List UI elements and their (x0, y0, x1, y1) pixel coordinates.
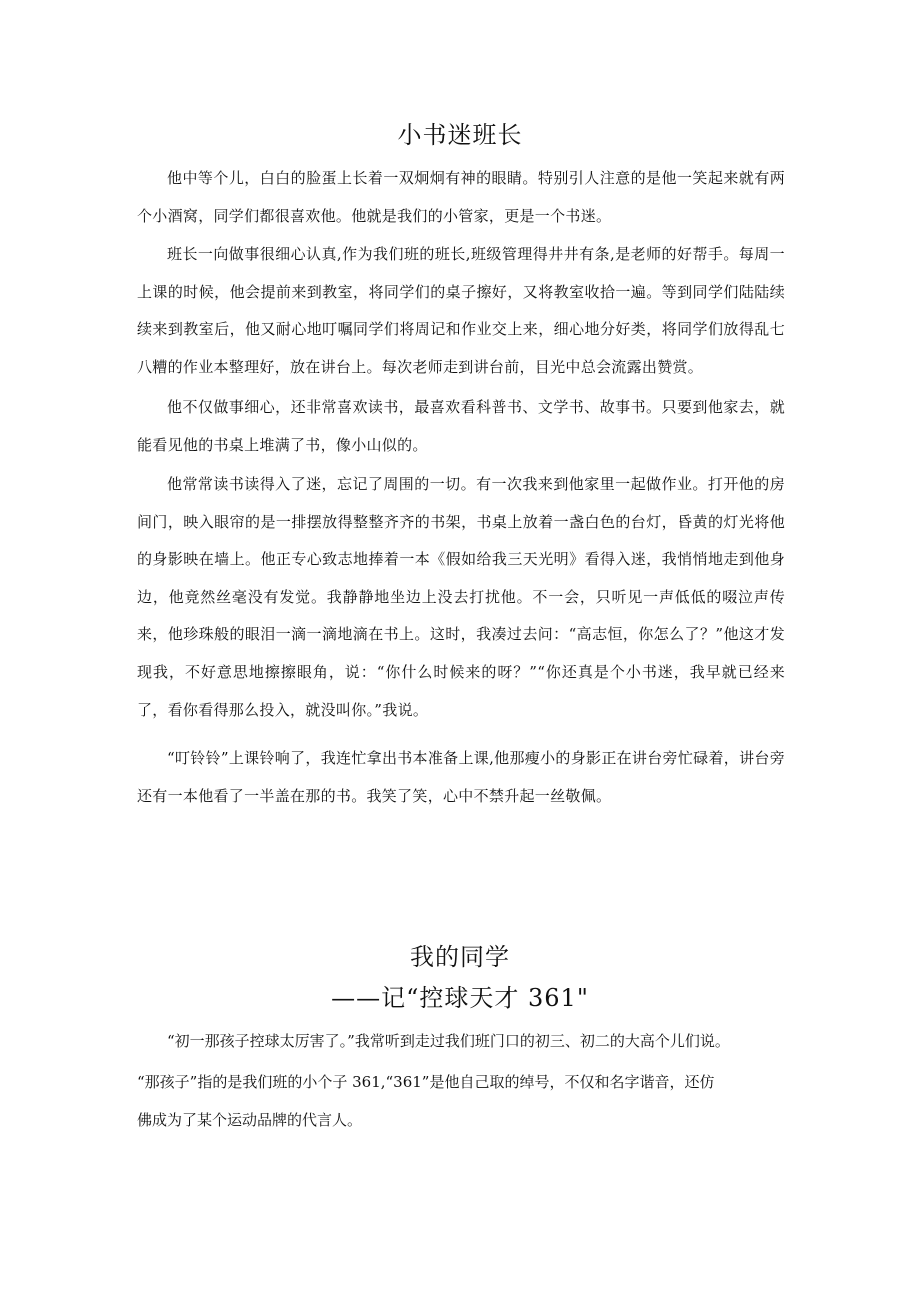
story2-subtitle: ——记“控球天才 361" (331, 984, 589, 1012)
story1-paragraph-3: 他不仅做事细心，还非常喜欢读书，最喜欢看科普书、文学书、故事书。只要到他家去，就能看见他的书桌上堆满了书，像小山似的。 (137, 398, 785, 454)
story1-paragraph-5: “叮铃铃”上课铃响了，我连忙拿出书本准备上课,他那瘦小的身影正在讲台旁忙碌着，讲台旁还有一本他看了一半盖在那的书。我笑了笑，心中不禁升起一丝敬佩。 (137, 749, 785, 805)
story2-line-2: “那孩子”指的是我们班的小个子 361,“361”是他自己取的绰号，不仅和名字谐音，还仿 (137, 1073, 715, 1091)
story2-line-1: “初一那孩子控球太厉害了。”我常听到走过我们班门口的初三、初二的大高个儿们说。 (167, 1032, 730, 1050)
story1-paragraph-1: 他中等个儿，白白的脸蛋上长着一双炯炯有神的眼睛。特别引人注意的是他一笑起来就有两个小酒窝，同学们都很喜欢他。他就是我们的小管家，更是一个书迷。 (137, 169, 785, 225)
story2-line-3: 佛成为了某个运动品牌的代言人。 (137, 1111, 363, 1129)
story1-paragraph-4: 他常常读书读得入了迷，忘记了周围的一切。有一次我来到他家里一起做作业。打开他的房间门，映入眼帘的是一排摆放得整整齐齐的书架，书桌上放着一盏白色的台灯，昏黄的灯光将他的身影映在墙上。他正专心致志地捧着一本《假如给我三天光明》看得入迷，我悄悄地走到他身边，他竟然丝毫没有发觉。我静静地坐边上没去打扰他。不一会，只听见一声低低的啜泣声传来，他珍珠般的眼泪一滴一滴地滴在书上。这时，我凑过去问：“高志恒，你怎么了？”他这才发现我，不好意思地擦擦眼角，说：“你什么时候来的呀？”“你还真是个小书迷，我早就已经来了，看你看得那么投入，就没叫你。”我说。 (137, 475, 785, 719)
story1-paragraph-2: 班长一向做事很细心认真,作为我们班的班长,班级管理得井井有条,是老师的好帮手。每周一上课的时候，他会提前来到教室，将同学们的桌子擦好，又将教室收拾一遍。等到同学们陆陆续续来到教室后，他又耐心地叮嘱同学们将周记和作业交上来，细心地分好类，将同学们放得乱七八糟的作业本整理好，放在讲台上。每次老师走到讲台前，目光中总会流露出赞赏。 (137, 245, 785, 376)
story2-title: 我的同学 (410, 943, 510, 971)
story1-title: 小书迷班长 (397, 121, 523, 149)
